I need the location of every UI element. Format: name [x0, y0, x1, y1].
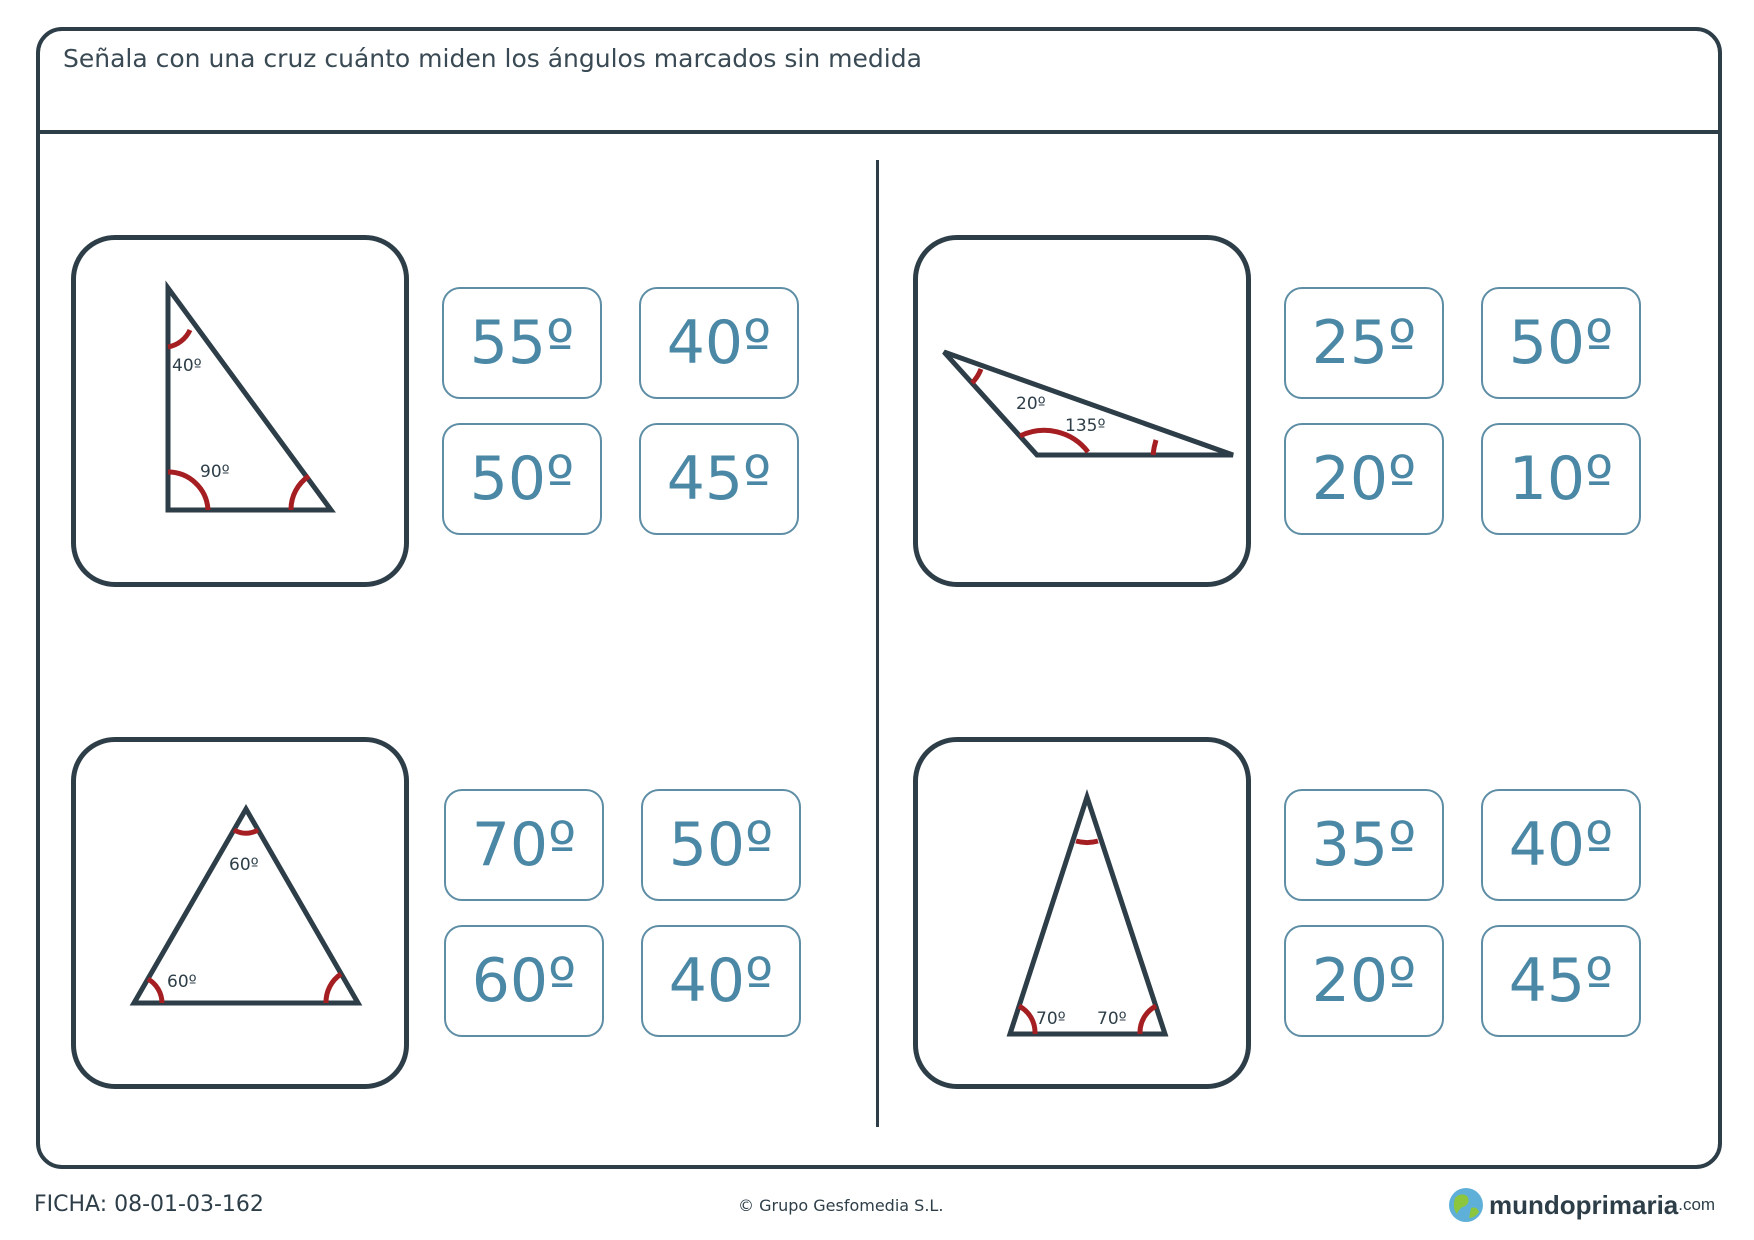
- angle-arc: [148, 979, 162, 1003]
- angle-arc: [1019, 1006, 1035, 1034]
- option-box[interactable]: 20º: [1284, 423, 1444, 535]
- angle-arc-unknown: [1153, 440, 1156, 455]
- figure-box-4: [913, 737, 1251, 1089]
- angle-arc-unknown: [326, 974, 341, 1003]
- option-box[interactable]: 20º: [1284, 925, 1444, 1037]
- copyright-text: © Grupo Gesfomedia S.L.: [738, 1196, 944, 1215]
- obtuse-triangle: [918, 240, 1256, 592]
- isosceles-triangle: [918, 742, 1256, 1094]
- angle-label: 60º: [167, 972, 197, 992]
- angle-arc-unknown: [1076, 841, 1098, 843]
- brand-tld: .com: [1678, 1195, 1716, 1214]
- option-box[interactable]: 55º: [442, 287, 602, 399]
- angle-label: 70º: [1097, 1009, 1127, 1029]
- figure-box-1: [71, 235, 409, 587]
- globe-icon: [1447, 1186, 1485, 1224]
- angle-label: 40º: [172, 356, 202, 376]
- angle-label: 20º: [1016, 394, 1046, 414]
- worksheet-code: FICHA: 08-01-03-162: [34, 1192, 264, 1217]
- option-box[interactable]: 45º: [1481, 925, 1641, 1037]
- option-box[interactable]: 50º: [641, 789, 801, 901]
- option-box[interactable]: 40º: [641, 925, 801, 1037]
- angle-label: 90º: [200, 462, 230, 482]
- option-box[interactable]: 40º: [1481, 789, 1641, 901]
- option-box[interactable]: 35º: [1284, 789, 1444, 901]
- angle-label: 70º: [1036, 1009, 1066, 1029]
- center-divider: [876, 160, 879, 1127]
- figure-box-2: [913, 235, 1251, 587]
- option-box[interactable]: 50º: [1481, 287, 1641, 399]
- brand-logo: [1447, 1186, 1715, 1224]
- option-box[interactable]: 60º: [444, 925, 604, 1037]
- figure-box-3: [71, 737, 409, 1089]
- angle-label: 60º: [229, 855, 259, 875]
- instruction-text: Señala con una cruz cuánto miden los ángulos marcados sin medida: [63, 44, 922, 73]
- angle-label: 135º: [1065, 416, 1106, 436]
- brand-name: mundoprimaria: [1489, 1189, 1679, 1220]
- right-triangle: [76, 240, 414, 592]
- option-box[interactable]: 25º: [1284, 287, 1444, 399]
- option-box[interactable]: 40º: [639, 287, 799, 399]
- angle-arc: [1140, 1006, 1156, 1034]
- option-box[interactable]: 70º: [444, 789, 604, 901]
- angle-arc: [168, 330, 190, 347]
- angle-arc-unknown: [291, 476, 309, 510]
- option-box[interactable]: 50º: [442, 423, 602, 535]
- option-box[interactable]: 10º: [1481, 423, 1641, 535]
- equilateral-triangle: [76, 742, 414, 1094]
- header-divider: [36, 130, 1722, 134]
- angle-arc: [972, 369, 981, 383]
- option-box[interactable]: 45º: [639, 423, 799, 535]
- angle-arc: [234, 830, 258, 833]
